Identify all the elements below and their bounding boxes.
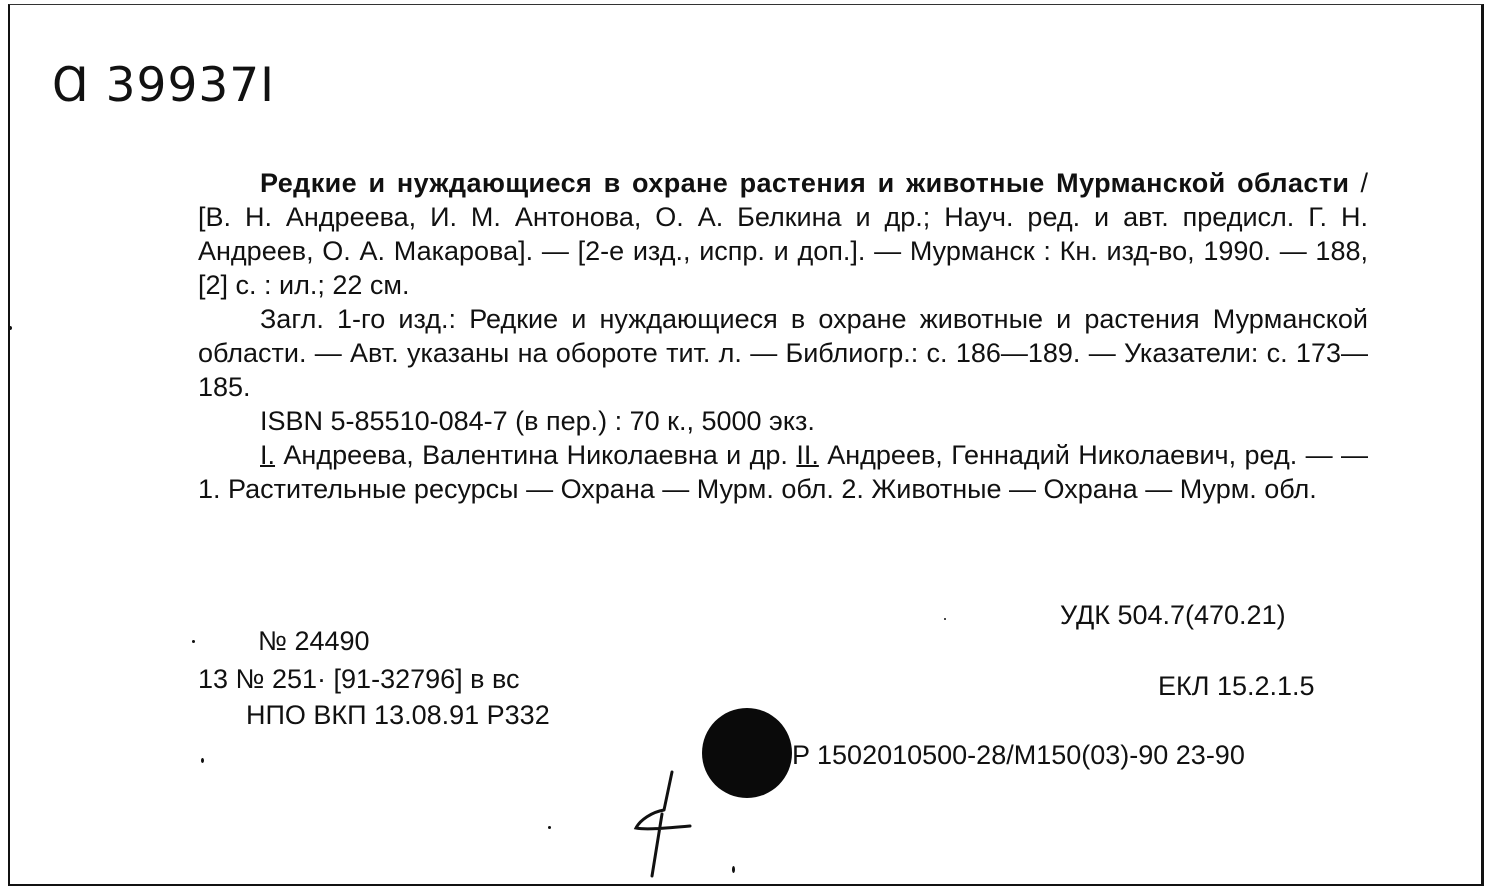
punch-hole (702, 708, 792, 798)
speck (8, 326, 12, 330)
title-bold: Редкие и нуждающиеся в охране растения и животные Мурманской области (260, 168, 1350, 198)
tracing-text-2: Андреев, Геннадий Николаевич, ред. — — 1. Растительные ресурсы — Охрана — Мурм. обл. 2. Животные — Охрана — Мурм. обл. (198, 440, 1368, 504)
tracings-paragraph (198, 438, 1368, 506)
speck (201, 758, 204, 763)
udc-code: УДК 504.7(470.21) (1060, 600, 1286, 630)
speck (944, 618, 946, 620)
speck (548, 826, 551, 829)
index-code: P 1502010500-28/M150(03)-90 23-90 (792, 740, 1245, 770)
handwritten-mark-icon (612, 766, 702, 882)
printer-line: НПО ВКП 13.08.91 Р332 (246, 700, 550, 730)
isbn-paragraph: ISBN 5-85510-084-7 (в пер.) : 70 к., 5000 экз. (260, 406, 815, 436)
title-paragraph (198, 166, 1368, 302)
card-number: № 24490 (258, 626, 370, 656)
tracing-text-1: Андреева, Валентина Николаевна и др. (275, 440, 797, 470)
note-paragraph: Загл. 1-го изд.: Редкие и нуждающиеся в охране животные и растения Мурманской области. — Авт. указаны на обороте тит. л. — Библиогр.: с. 186—189. — Указатели: с. 173—185. (198, 304, 1368, 402)
tracing-marker-2: II. (796, 440, 819, 470)
speck (732, 866, 735, 873)
call-number: Ɑ 39937I (52, 58, 276, 113)
order-line: 13 № 251· [91-32796] в вс (198, 664, 520, 694)
speck (192, 640, 195, 643)
bibliographic-description (198, 166, 1368, 506)
ekl-code: ЕКЛ 15.2.1.5 (1158, 671, 1315, 701)
tracing-marker-1: I. (260, 440, 276, 470)
title-details: / [В. Н. Андреева, И. М. Антонова, О. А. Белкина и др.; Науч. ред. и авт. предисл. Г. Н. Андреев, О. А. Макарова]. — [2-е изд., испр. и доп.]. — Мурманск : Кн. изд-во, 1990. — 188,[2] с. : ил.; 22 см. (198, 168, 1368, 300)
